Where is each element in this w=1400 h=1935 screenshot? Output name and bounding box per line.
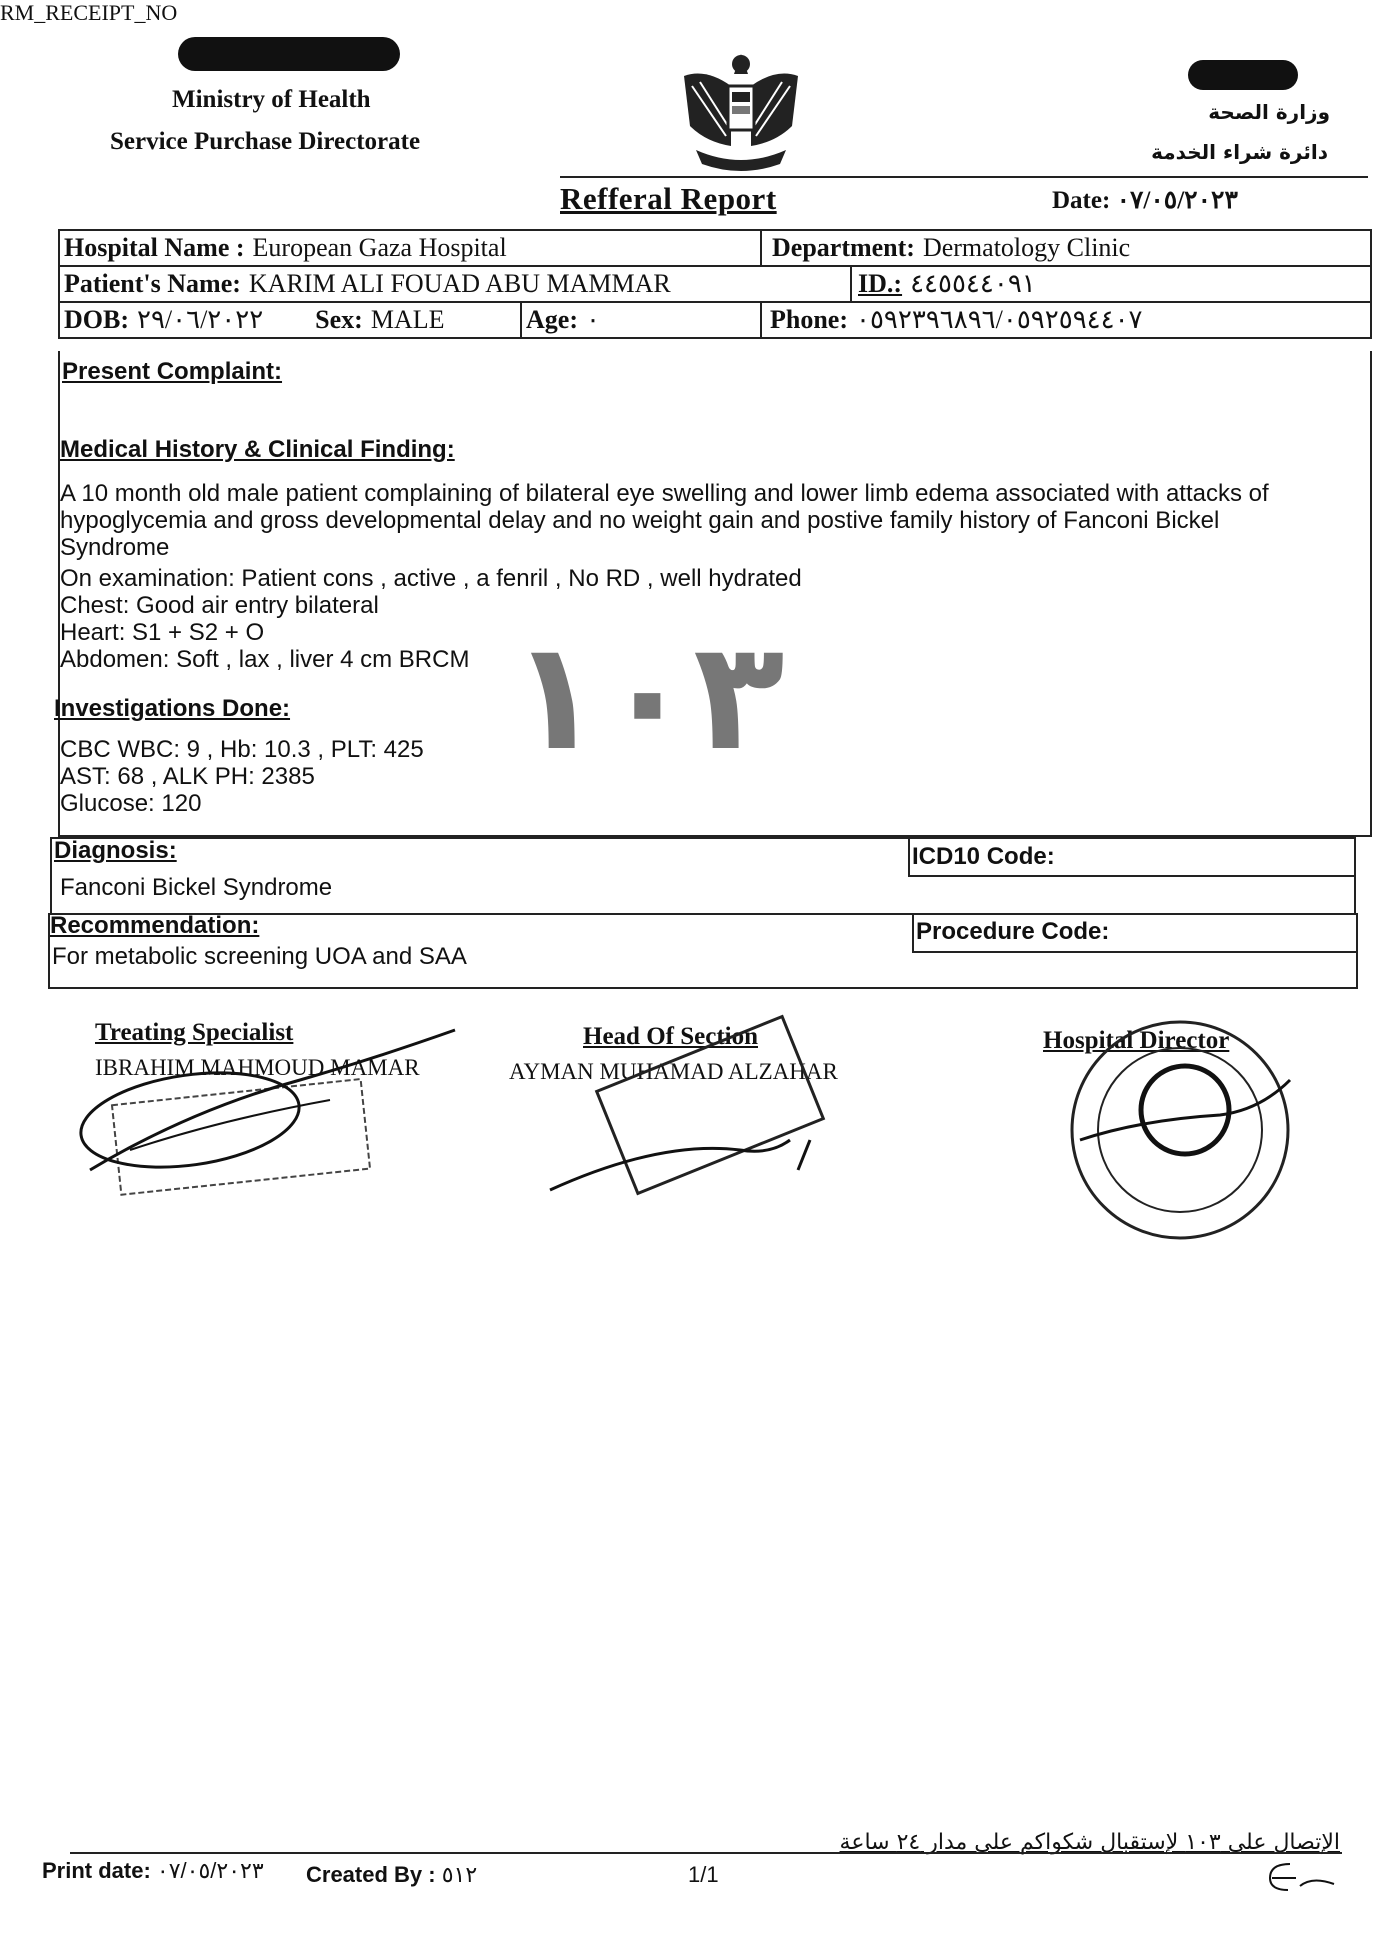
diagnosis-heading: Diagnosis:: [54, 837, 177, 864]
head-of-section-signature: [540, 990, 860, 1200]
dob-label: DOB:: [64, 305, 129, 334]
department-label: Department:: [772, 233, 915, 262]
id-value: ٤٤٥٥٤٤٠٩١: [910, 269, 1036, 298]
investigation-line: CBC WBC: 9 , Hb: 10.3 , PLT: 425: [60, 736, 424, 763]
print-date-label: Print date:: [42, 1858, 151, 1883]
present-complaint-heading: Present Complaint:: [62, 358, 283, 385]
procedure-code-label: Procedure Code:: [916, 918, 1110, 945]
patient-name-cell: [60, 267, 850, 301]
age-label: Age:: [526, 305, 578, 334]
patient-name-value: KARIM ALI FOUAD ABU MAMMAR: [248, 269, 671, 298]
footer-signature-mark: [1262, 1856, 1342, 1896]
recommendation-heading: Recommendation:: [50, 912, 260, 939]
phone-cell: [760, 303, 1366, 337]
icd10-label: ICD10 Code:: [912, 843, 1055, 870]
dob-value: ٢٩/٠٦/٢٠٢٢: [137, 305, 264, 334]
investigation-line: Glucose: 120: [60, 790, 202, 817]
created-by: [306, 1862, 477, 1888]
report-date: [1052, 185, 1238, 215]
department-value: Dermatology Clinic: [922, 233, 1131, 262]
history-line: On examination: Patient cons , active , a fenril , No RD , well hydrated: [60, 565, 802, 592]
info-row-dob: [60, 303, 1370, 337]
hospital-name-cell: [60, 231, 760, 265]
ministry-name-en: Ministry of Health: [172, 86, 371, 113]
history-line: Heart: S1 + S2 + O: [60, 619, 265, 646]
history-line: hypoglycemia and gross developmental delay and no weight gain and postive family history of Fanconi Bickel: [60, 507, 1220, 534]
id-label: ID.:: [858, 269, 903, 298]
hospital-name-label: Hospital Name :: [64, 233, 245, 262]
created-by-value: ٥١٢: [441, 1862, 478, 1887]
print-date: [42, 1858, 264, 1884]
print-date-value: ٠٧/٠٥/٢٠٢٣: [156, 1858, 264, 1883]
history-line: Chest: Good air entry bilateral: [60, 592, 379, 619]
receipt-number-label: RM_RECEIPT_NO: [0, 0, 178, 25]
info-row-hospital: [60, 231, 1370, 267]
investigation-line: AST: 68 , ALK PH: 2385: [60, 763, 315, 790]
treating-specialist-title: Treating Specialist: [95, 1019, 294, 1046]
hospital-seal-icon: [1060, 1010, 1300, 1260]
id-cell: [850, 267, 1366, 301]
history-line: Abdomen: Soft , lax , liver 4 cm BRCM: [60, 646, 470, 673]
patient-info-table: [58, 229, 1372, 339]
diagnosis-value: Fanconi Bickel Syndrome: [60, 874, 333, 901]
footer-divider: [70, 1852, 1342, 1854]
info-row-patient: [60, 267, 1370, 303]
age-value: ٠: [585, 305, 600, 334]
header-divider: [560, 176, 1368, 178]
sex-label: Sex:: [315, 305, 363, 334]
recommendation-value: For metabolic screening UOA and SAA: [52, 943, 467, 970]
investigations-heading: Investigations Done:: [54, 695, 291, 722]
treating-specialist-signature: [70, 1020, 470, 1200]
patient-name-label: Patient's Name:: [64, 269, 241, 298]
directorate-name-en: Service Purchase Directorate: [110, 128, 421, 155]
head-of-section-name: AYMAN MUHAMAD ALZAHAR: [509, 1059, 838, 1084]
hospital-name-value: European Gaza Hospital: [252, 233, 507, 262]
medical-history-heading: Medical History & Clinical Finding:: [60, 436, 455, 463]
phone-label: Phone:: [770, 305, 848, 334]
report-title: Refferal Report: [560, 181, 777, 216]
dob-sex-cell: [60, 303, 520, 337]
date-label: Date:: [1052, 187, 1111, 214]
date-value: ٠٧/٠٥/٢٠٢٣: [1116, 187, 1238, 214]
department-cell: [760, 231, 1366, 265]
palestine-eagle-emblem-icon: [676, 46, 806, 174]
page-number: 1/1: [688, 1862, 719, 1887]
investigations-text: [60, 736, 424, 817]
phone-value: ٠٥٩٢٣٩٦٨٩٦/٠٥٩٢٥٩٤٤٠٧: [856, 305, 1143, 334]
hotline-notice: الإتصال على ١٠٣ لإستقبال شكواكم على مدار ٢٤ ساعة: [839, 1830, 1340, 1855]
hospital-director-title: Hospital Director: [1043, 1027, 1230, 1054]
sex-value: MALE: [370, 305, 445, 334]
directorate-name-ar: دائرة شراء الخدمة: [1151, 140, 1328, 164]
head-of-section-title: Head Of Section: [583, 1023, 758, 1050]
ministry-name-ar: وزارة الصحة: [1208, 100, 1330, 124]
history-line: Syndrome: [60, 534, 170, 561]
stamped-number-103: ١٠٣: [510, 610, 785, 784]
history-line: A 10 month old male patient complaining of bilateral eye swelling and lower limb edema associated with attacks of: [60, 480, 1269, 507]
age-cell: [520, 303, 760, 337]
treating-specialist-name: IBRAHIM MAHMOUD MAMAR: [95, 1055, 420, 1080]
redaction-bar-left: [178, 37, 400, 71]
redaction-bar-right: [1188, 60, 1298, 90]
created-by-label: Created By :: [306, 1862, 436, 1887]
